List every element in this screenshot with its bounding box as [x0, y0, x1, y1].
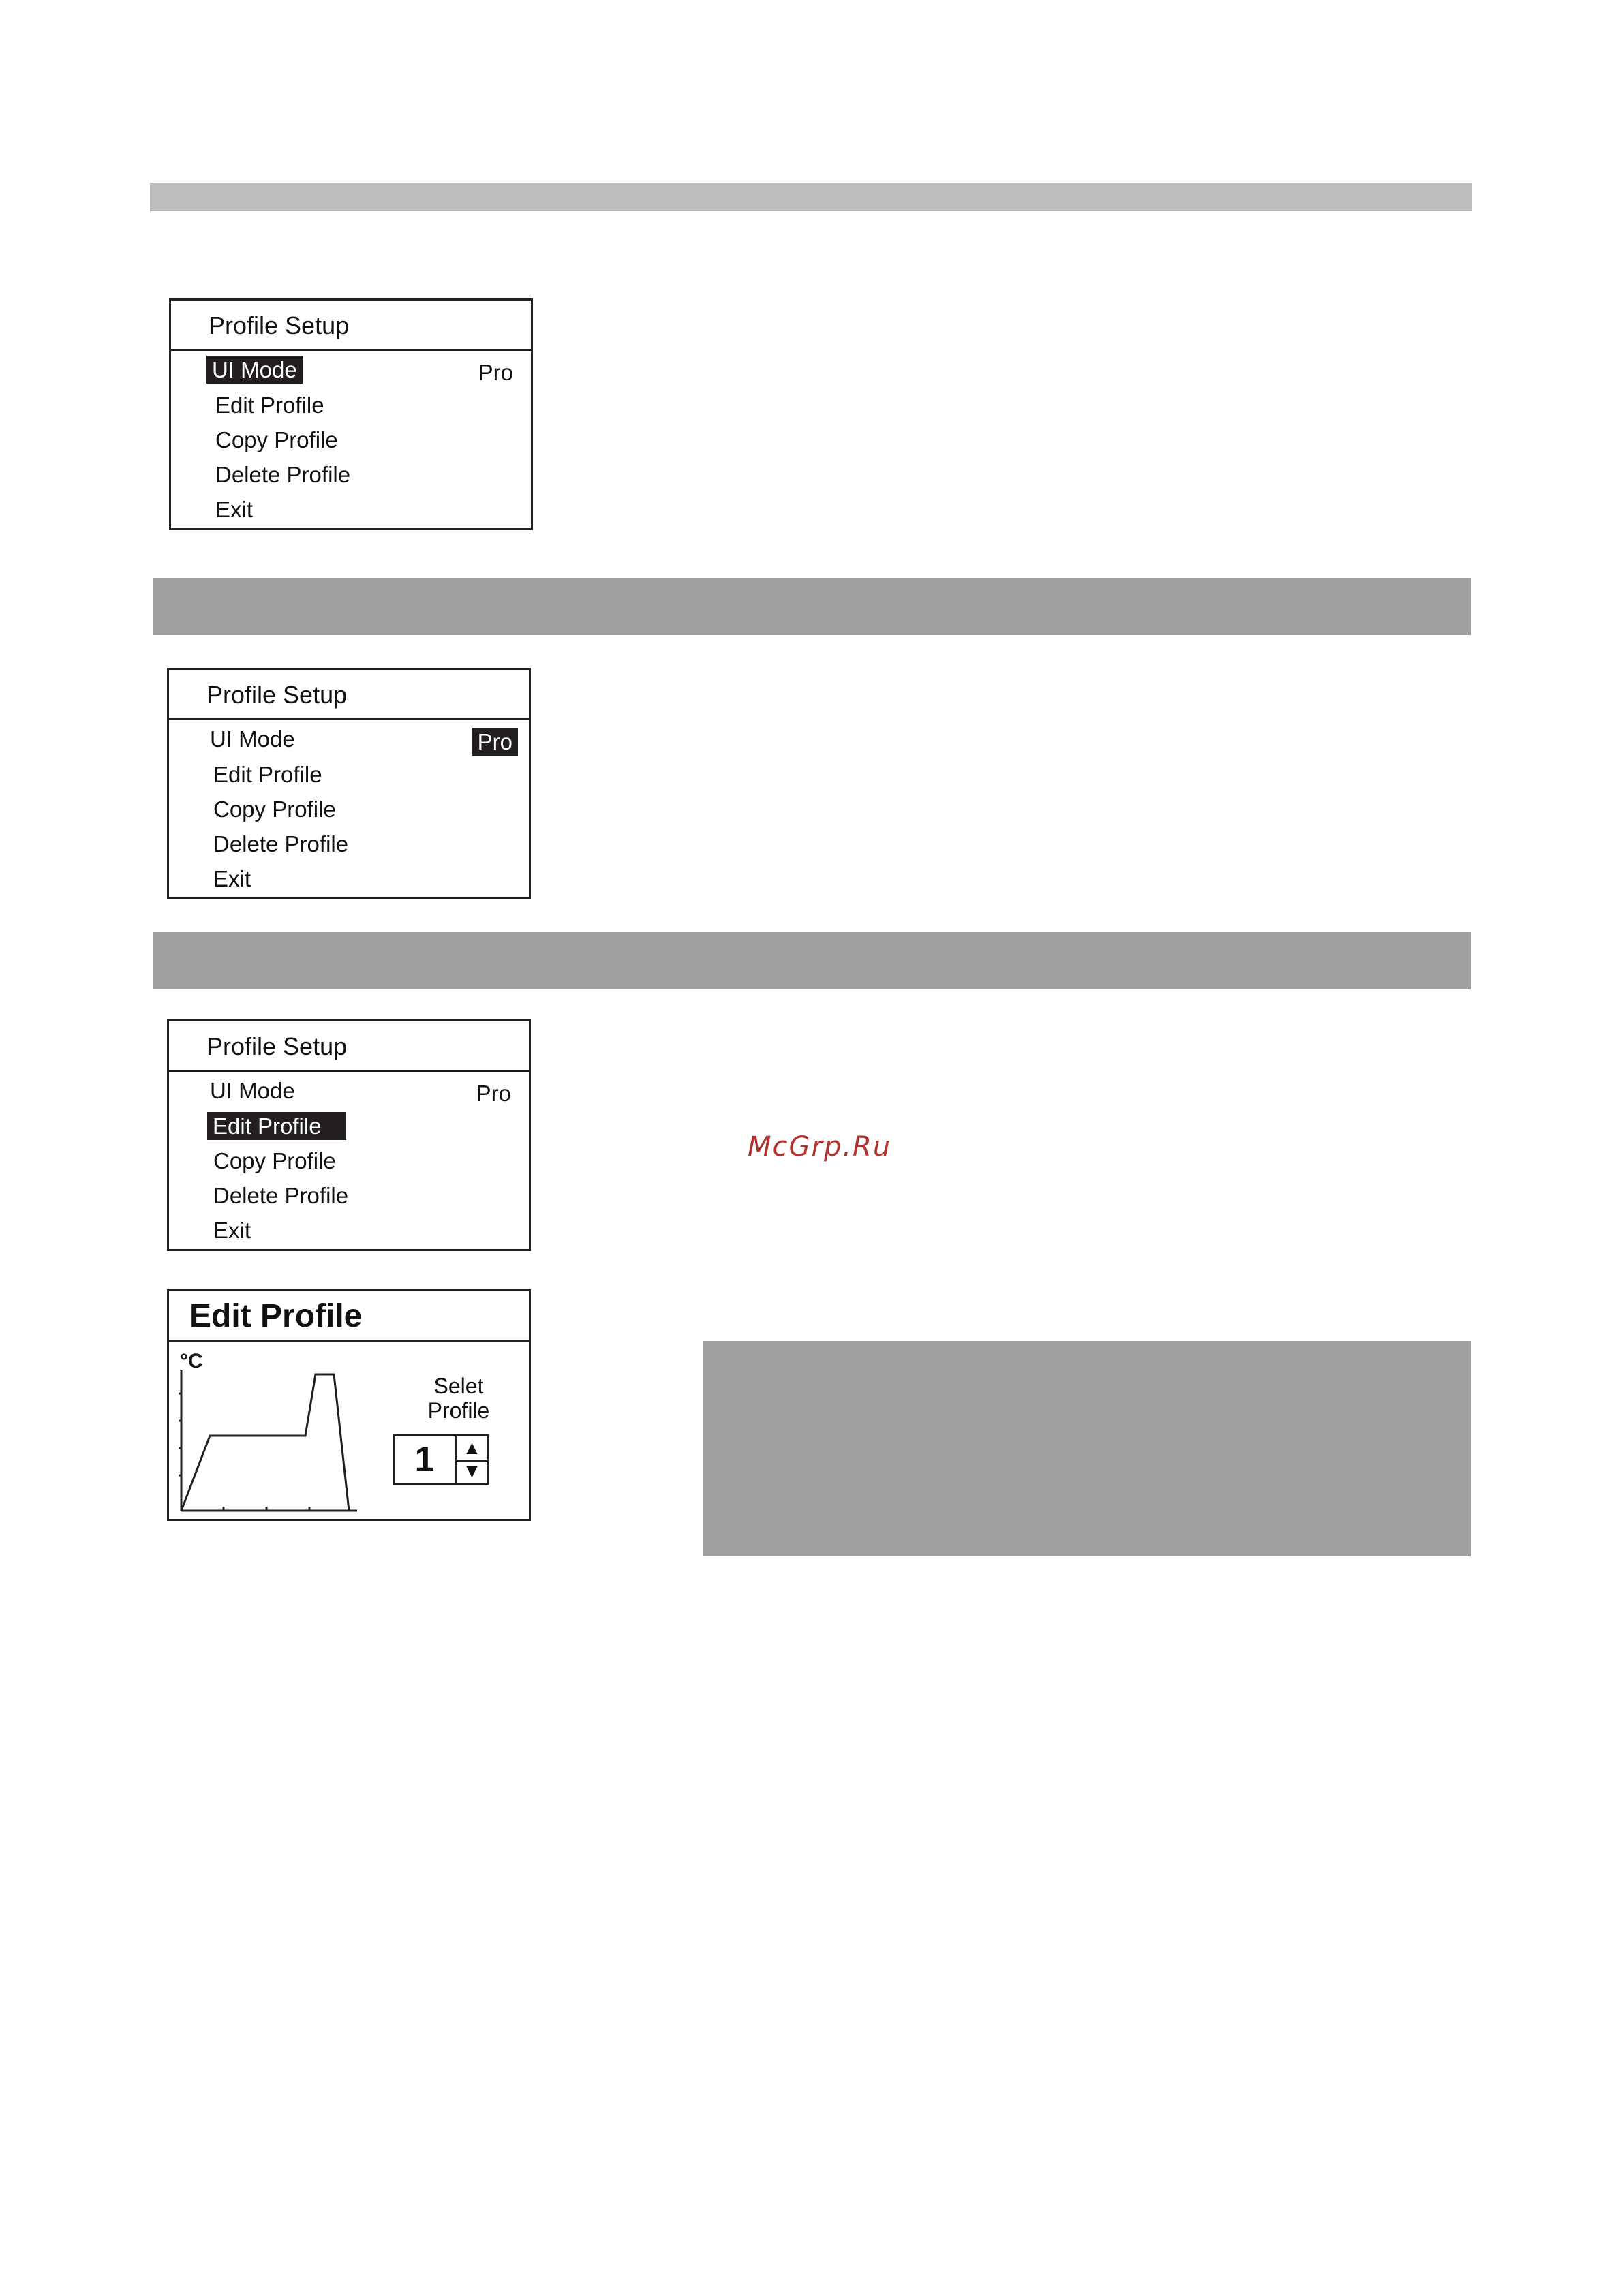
- menu-item-edit-profile[interactable]: [213, 1113, 346, 1143]
- section-header-bar: [153, 932, 1471, 989]
- menu-item-edit-profile[interactable]: Edit Profile: [213, 762, 322, 787]
- select-profile-label: Selet: [433, 1374, 484, 1398]
- info-panel: [703, 1341, 1471, 1556]
- menu-item-delete-profile[interactable]: Delete Profile: [215, 462, 351, 487]
- screen-title: Profile Setup: [171, 301, 531, 351]
- watermark: McGrp.Ru: [748, 1131, 892, 1162]
- menu-item-label: UI Mode: [206, 356, 303, 384]
- edit-profile-screen: [167, 1289, 531, 1521]
- screen-title: Edit Profile: [169, 1291, 529, 1342]
- profile-setup-screen: [169, 298, 533, 530]
- profile-number-stepper[interactable]: [393, 1434, 489, 1485]
- menu-item-edit-profile[interactable]: Edit Profile: [215, 392, 324, 418]
- menu-item-delete-profile[interactable]: Delete Profile: [213, 1183, 349, 1208]
- down-arrow-icon[interactable]: ▼: [462, 1460, 482, 1481]
- profile-curve: [181, 1374, 349, 1511]
- menu-item-copy-profile[interactable]: Copy Profile: [213, 797, 336, 822]
- ui-mode-value[interactable]: Pro: [478, 360, 513, 385]
- menu-item-exit[interactable]: Exit: [215, 497, 254, 522]
- section-header-bar: [150, 183, 1472, 211]
- ui-mode-value[interactable]: Pro: [476, 1081, 511, 1106]
- menu-item-exit[interactable]: Exit: [213, 866, 251, 891]
- screen-title: Profile Setup: [169, 1021, 529, 1072]
- profile-number: 1: [395, 1436, 457, 1483]
- temperature-unit-label: °C: [180, 1350, 203, 1372]
- profile-setup-screen: [167, 1019, 531, 1251]
- ui-mode-value[interactable]: [472, 728, 512, 758]
- temperature-profile-graph: [176, 1366, 360, 1516]
- section-header-bar: [153, 578, 1471, 635]
- menu-item-exit[interactable]: Exit: [213, 1218, 251, 1243]
- select-profile-label: Profile: [427, 1398, 490, 1423]
- screen-title: Profile Setup: [169, 670, 529, 720]
- menu-item-copy-profile[interactable]: Copy Profile: [213, 1148, 336, 1173]
- menu-item-ui-mode[interactable]: UI Mode: [210, 726, 295, 752]
- menu-item-label: Edit Profile: [207, 1112, 346, 1140]
- ui-mode-value-label: Pro: [472, 728, 518, 756]
- up-arrow-icon[interactable]: ▲: [457, 1436, 487, 1462]
- menu-item-ui-mode[interactable]: UI Mode: [210, 1078, 295, 1103]
- profile-setup-screen: [167, 668, 531, 899]
- menu-item-copy-profile[interactable]: Copy Profile: [215, 427, 338, 452]
- menu-item-delete-profile[interactable]: Delete Profile: [213, 831, 349, 857]
- menu-item-ui-mode[interactable]: [212, 356, 303, 386]
